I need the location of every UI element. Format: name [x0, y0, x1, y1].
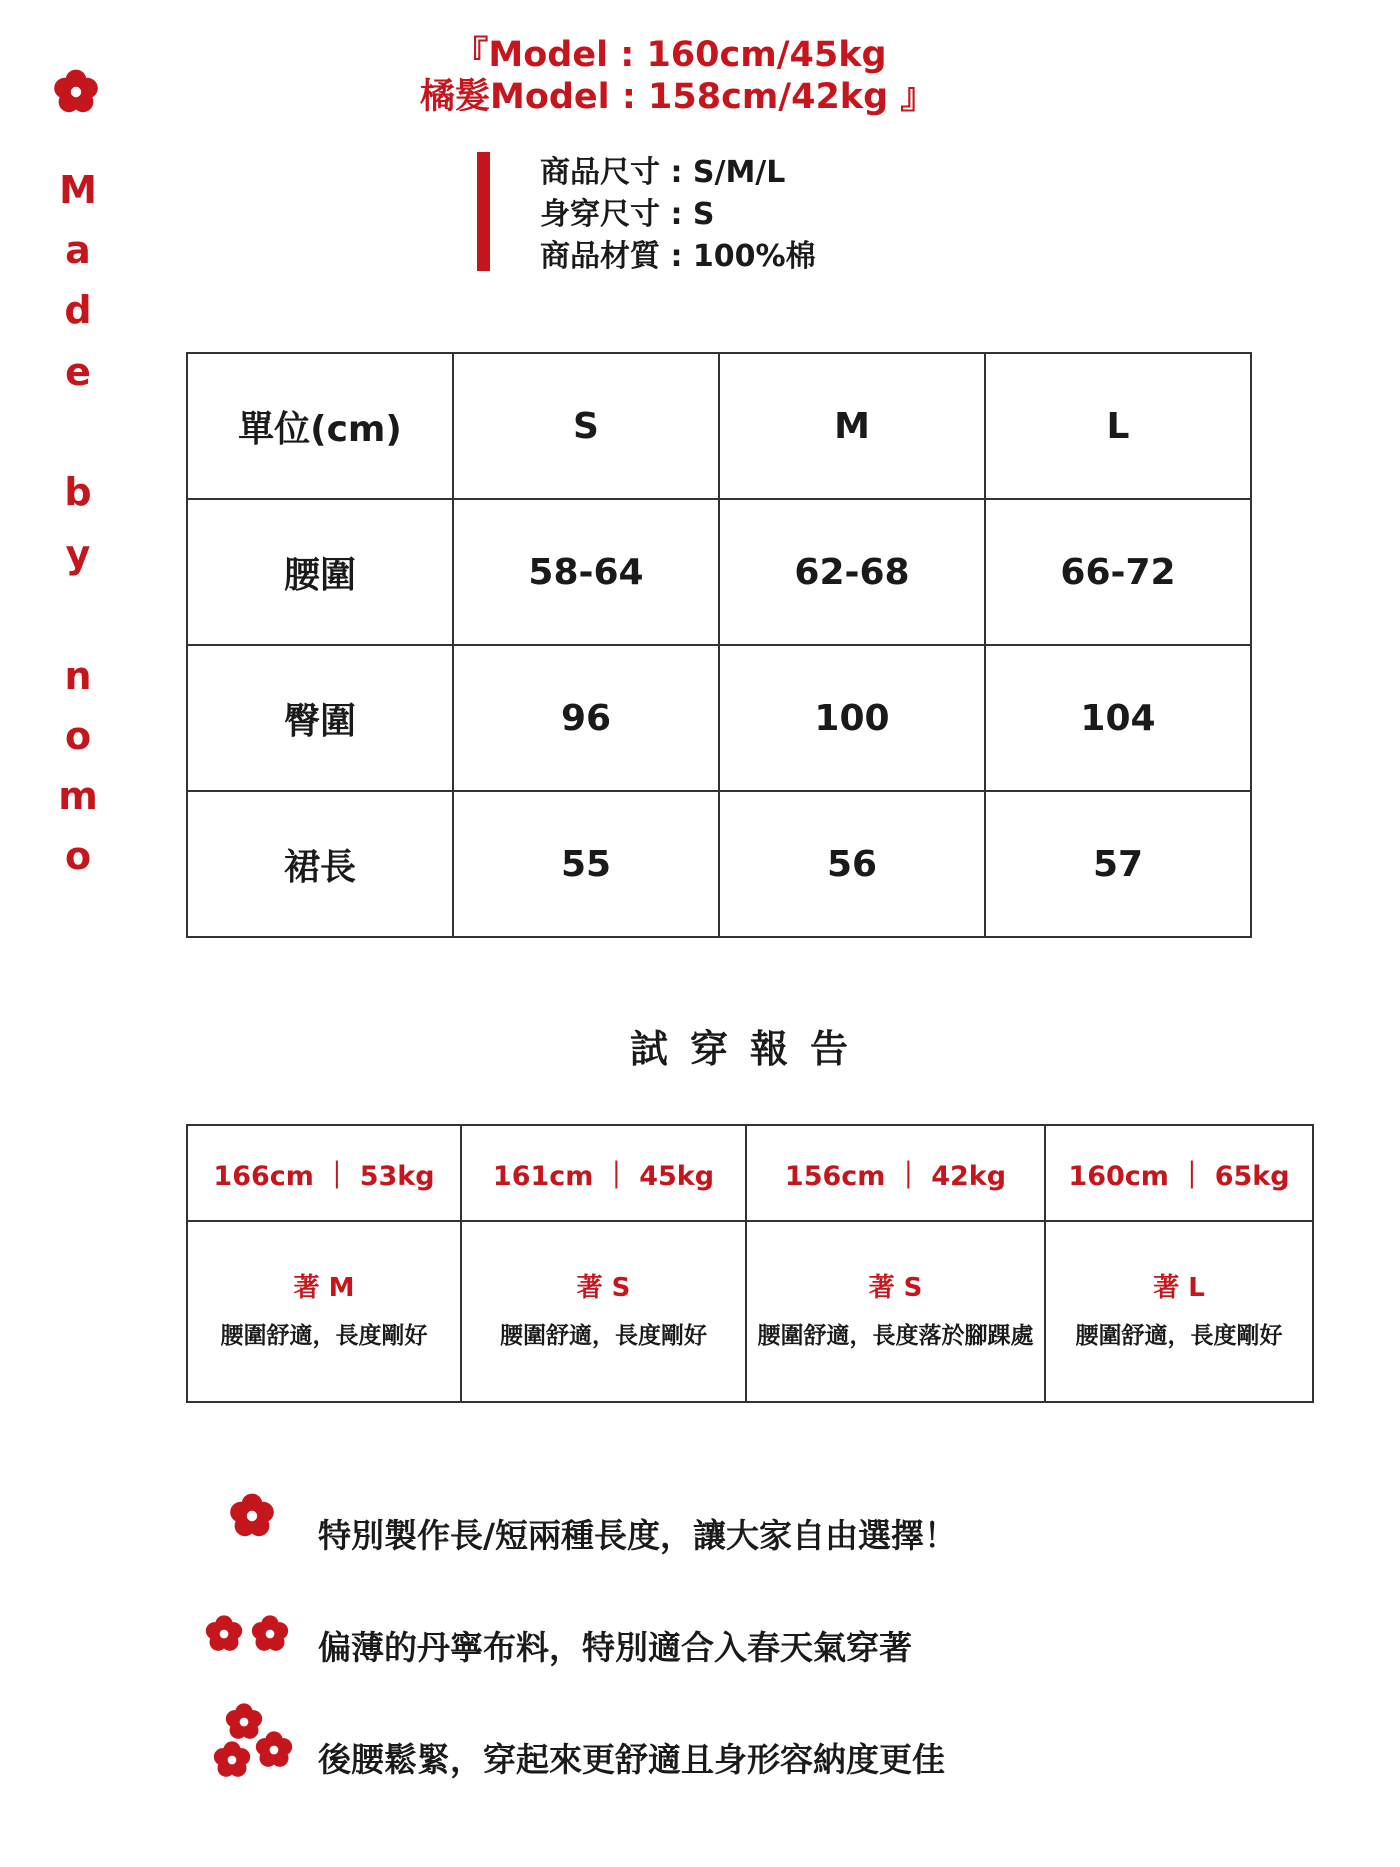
brand-letter: M	[59, 168, 97, 212]
brand-letter: b	[64, 470, 92, 514]
tester-stats: 156cm ｜ 42kg	[746, 1125, 1045, 1221]
flower-icon	[204, 1614, 244, 1654]
tester-stats: 166cm ｜ 53kg	[187, 1125, 461, 1221]
brand-letter: o	[64, 714, 92, 758]
fit-comment: 腰圍舒適，長度剛好	[220, 1322, 428, 1349]
brand-letter: d	[64, 288, 92, 332]
brand-letter: y	[65, 532, 91, 576]
table-cell: 96	[453, 645, 719, 791]
feature-note: 特別製作長/短兩種長度，讓大家自由選擇！	[318, 1516, 958, 1555]
worn-size: 身穿尺寸 : S	[540, 197, 715, 232]
model-info	[420, 34, 936, 118]
fit-report-title: 試穿報告	[629, 1027, 870, 1071]
flower-icon	[254, 1730, 294, 1770]
flower-icon	[250, 1614, 290, 1654]
worn-size-label: 著 S	[576, 1272, 631, 1303]
fit-comment: 腰圍舒適，長度落於腳踝處	[757, 1322, 1034, 1349]
table-cell: 腰圍	[187, 499, 453, 645]
table-header-cell: 單位(cm)	[187, 353, 453, 499]
table-cell: 58-64	[453, 499, 719, 645]
fit-report-table	[186, 1124, 1314, 1403]
brand-letter: n	[64, 654, 92, 698]
tester-feedback	[746, 1221, 1045, 1402]
tester-feedback	[1045, 1221, 1313, 1402]
table-row	[187, 645, 1251, 791]
table-cell: 104	[985, 645, 1251, 791]
tester-stats: 161cm ｜ 45kg	[461, 1125, 746, 1221]
table-header-cell: M	[719, 353, 985, 499]
table-cell: 裙長	[187, 791, 453, 937]
model-line-2: 橘髮Model : 158cm/42kg 』	[420, 77, 936, 117]
worn-size-label: 著 M	[293, 1272, 355, 1303]
worn-size-label: 著 L	[1153, 1272, 1205, 1303]
material: 商品材質 : 100%棉	[540, 239, 816, 274]
table-cell: 66-72	[985, 499, 1251, 645]
fit-comment: 腰圍舒適，長度剛好	[500, 1322, 707, 1349]
table-header-cell: S	[453, 353, 719, 499]
table-header-cell: L	[985, 353, 1251, 499]
table-cell: 臀圍	[187, 645, 453, 791]
table-row	[187, 791, 1251, 937]
product-sizes: 商品尺寸 : S/M/L	[540, 155, 786, 190]
brand-flower-icon	[52, 68, 100, 116]
model-line-1: 『Model : 160cm/45kg	[453, 35, 887, 75]
tester-feedback	[461, 1221, 746, 1402]
brand-letter: o	[64, 834, 92, 878]
tester-feedback	[187, 1221, 461, 1402]
product-info	[540, 152, 816, 278]
worn-size-label: 著 S	[868, 1272, 923, 1303]
table-cell: 100	[719, 645, 985, 791]
feature-note: 偏薄的丹寧布料，特別適合入春天氣穿著	[318, 1628, 912, 1667]
flower-icon	[228, 1492, 276, 1540]
table-cell: 62-68	[719, 499, 985, 645]
size-chart-table	[186, 352, 1252, 938]
table-cell: 56	[719, 791, 985, 937]
flower-icon	[212, 1740, 252, 1780]
fit-comment: 腰圍舒適，長度剛好	[1075, 1322, 1283, 1349]
tester-stats: 160cm ｜ 65kg	[1045, 1125, 1313, 1221]
table-header-row	[187, 353, 1251, 499]
fit-report-comment-row	[187, 1221, 1313, 1402]
table-row	[187, 499, 1251, 645]
feature-note: 後腰鬆緊，穿起來更舒適且身形容納度更佳	[318, 1740, 945, 1779]
brand-letter: m	[58, 774, 98, 818]
brand-letter: e	[65, 350, 91, 394]
info-accent-bar	[477, 152, 490, 271]
table-cell: 55	[453, 791, 719, 937]
table-cell: 57	[985, 791, 1251, 937]
brand-letter: a	[65, 228, 91, 272]
fit-report-stats-row	[187, 1125, 1313, 1221]
